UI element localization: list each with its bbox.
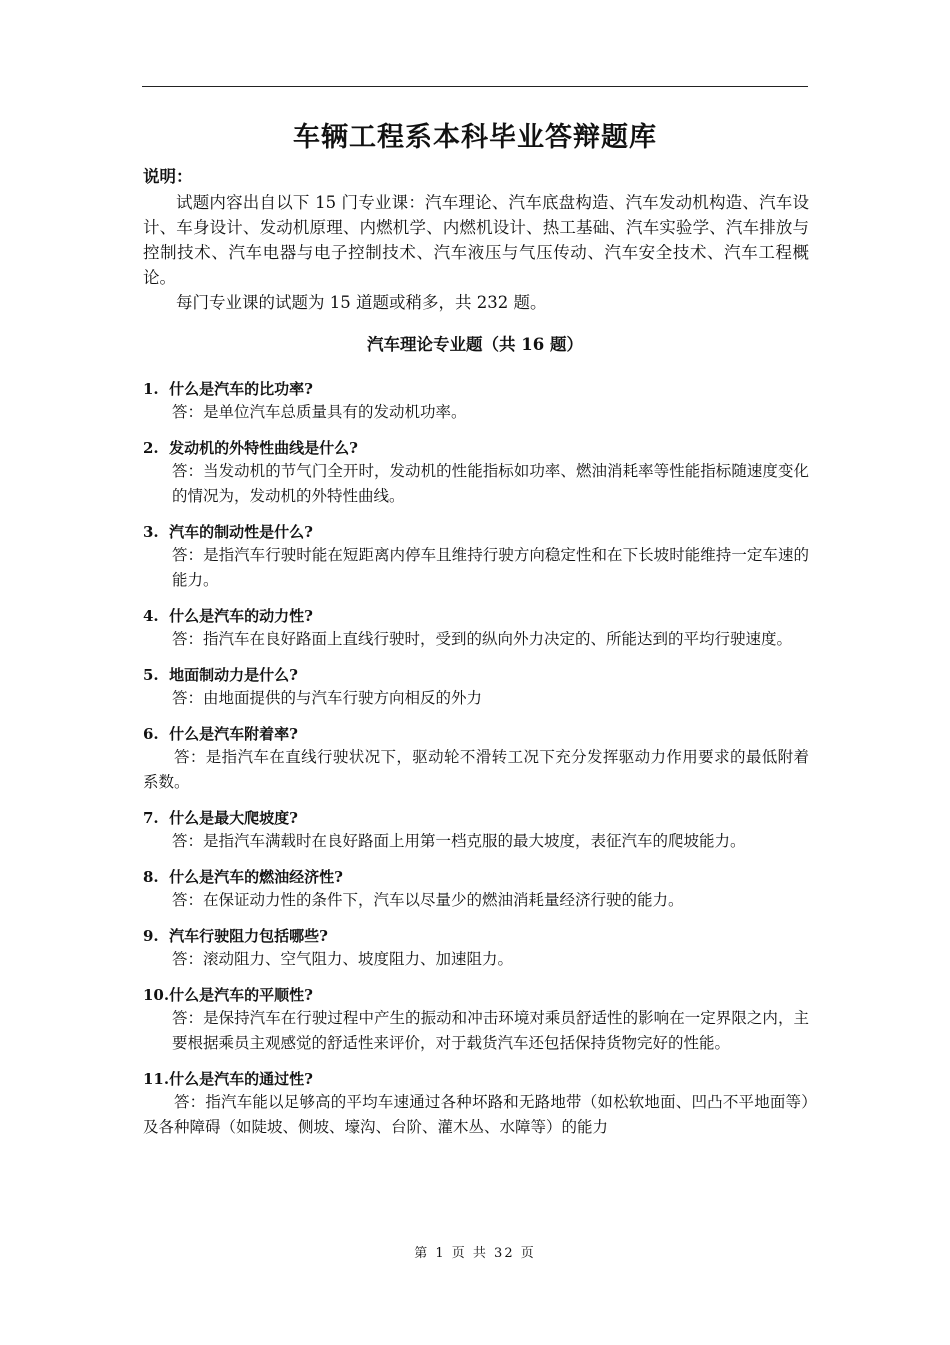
question-label: 汽车行驶阻力包括哪些?: [169, 927, 328, 945]
header-rule: [142, 86, 808, 87]
question-number: 5.: [143, 666, 170, 684]
question-number: 9.: [143, 927, 170, 945]
question-label: 什么是汽车的比功率?: [169, 380, 313, 398]
question-text: [143, 925, 809, 947]
question-list: [143, 378, 809, 1152]
question-item: [143, 807, 809, 854]
intro-block: [143, 164, 809, 315]
answer-text: 答：滚动阻力、空气阻力、坡度阻力、加速阻力。: [172, 950, 514, 968]
question-number: 3.: [143, 523, 170, 541]
question-number: 7.: [143, 809, 170, 827]
question-item: [143, 925, 809, 972]
question-item: [143, 378, 809, 425]
question-number: 1.: [143, 380, 170, 398]
question-text: [143, 521, 809, 543]
question-number: 2.: [143, 439, 170, 457]
answer-text: 答：在保证动力性的条件下，汽车以尽量少的燃油消耗量经济行驶的能力。: [172, 891, 684, 909]
question-label: 什么是汽车的燃油经济性?: [169, 868, 343, 886]
intro-label: 说明：: [143, 167, 193, 186]
question-text: [143, 723, 809, 745]
answer-text: 答：是保持汽车在行驶过程中产生的振动和冲击环境对乘员舒适性的影响在一定界限之内，主要根据乘员主观感觉的舒适性来评价，对于载货汽车还包括保持货物完好的性能。: [172, 1009, 809, 1052]
question-item: [143, 984, 809, 1056]
answer-text: 答：指汽车能以足够高的平均车速通过各种坏路和无路地带（如松软地面、凹凸不平地面等）及各种障碍（如陡坡、侧坡、壕沟、台阶、灌木丛、水障等）的能力: [143, 1093, 809, 1136]
question-text: [143, 437, 809, 459]
question-label: 发动机的外特性曲线是什么?: [169, 439, 358, 457]
question-number: 4.: [143, 607, 170, 625]
question-label: 什么是汽车的通过性?: [169, 1070, 313, 1088]
question-item: [143, 605, 809, 652]
question-label: 汽车的制动性是什么?: [169, 523, 313, 541]
answer-text: 答：由地面提供的与汽车行驶方向相反的外力: [172, 689, 483, 707]
answer-text: 答：是指汽车满载时在良好路面上用第一档克服的最大坡度，表征汽车的爬坡能力。: [172, 832, 746, 850]
question-text: [143, 1068, 809, 1090]
question-text: [143, 866, 809, 888]
document-title: 车辆工程系本科毕业答辩题库: [293, 122, 657, 153]
question-label: 什么是汽车附着率?: [169, 725, 298, 743]
question-item: [143, 723, 809, 795]
question-label: 什么是汽车的动力性?: [169, 607, 313, 625]
answer-text: 答：当发动机的节气门全开时，发动机的性能指标如功率、燃油消耗率等性能指标随速度变化的情况为，发动机的外特性曲线。: [172, 462, 809, 505]
question-item: [143, 521, 809, 593]
question-text: [143, 664, 809, 686]
question-text: [143, 807, 809, 829]
question-label: 地面制动力是什么?: [169, 666, 298, 684]
page-number: 第 1 页 共 32 页: [414, 1246, 536, 1261]
question-text: [143, 605, 809, 627]
question-item: [143, 1068, 809, 1140]
question-label: 什么是汽车的平顺性?: [169, 986, 313, 1004]
section-title: 汽车理论专业题（共 16 题）: [367, 335, 583, 354]
question-number: 6.: [143, 725, 170, 743]
intro-paragraph: 每门专业课的试题为 15 道题或稍多，共 232 题。: [176, 293, 547, 312]
question-label: 什么是最大爬坡度?: [169, 809, 298, 827]
question-text: [143, 378, 809, 400]
question-item: [143, 437, 809, 509]
intro-paragraph: 试题内容出自以下 15 门专业课：汽车理论、汽车底盘构造、汽车发动机构造、汽车设计、车身设计、发动机原理、内燃机学、内燃机设计、热工基础、汽车实验学、汽车排放与控制技术、汽车电器与电子控制技术、汽车液压与气压传动、汽车安全技术、汽车工程概论。: [143, 193, 809, 287]
question-text: [143, 984, 809, 1006]
question-number: 8.: [143, 868, 170, 886]
answer-text: 答：是单位汽车总质量具有的发动机功率。: [172, 403, 467, 421]
question-item: [143, 866, 809, 913]
answer-text: 答：指汽车在良好路面上直线行驶时，受到的纵向外力决定的、所能达到的平均行驶速度。: [172, 630, 793, 648]
answer-text: 答：是指汽车在直线行驶状况下，驱动轮不滑转工况下充分发挥驱动力作用要求的最低附着系数。: [143, 748, 809, 791]
question-number: 11.: [143, 1070, 170, 1088]
answer-text: 答：是指汽车行驶时能在短距离内停车且维持行驶方向稳定性和在下长坡时能维持一定车速的能力。: [172, 546, 809, 589]
question-number: 10.: [143, 986, 170, 1004]
question-item: [143, 664, 809, 711]
